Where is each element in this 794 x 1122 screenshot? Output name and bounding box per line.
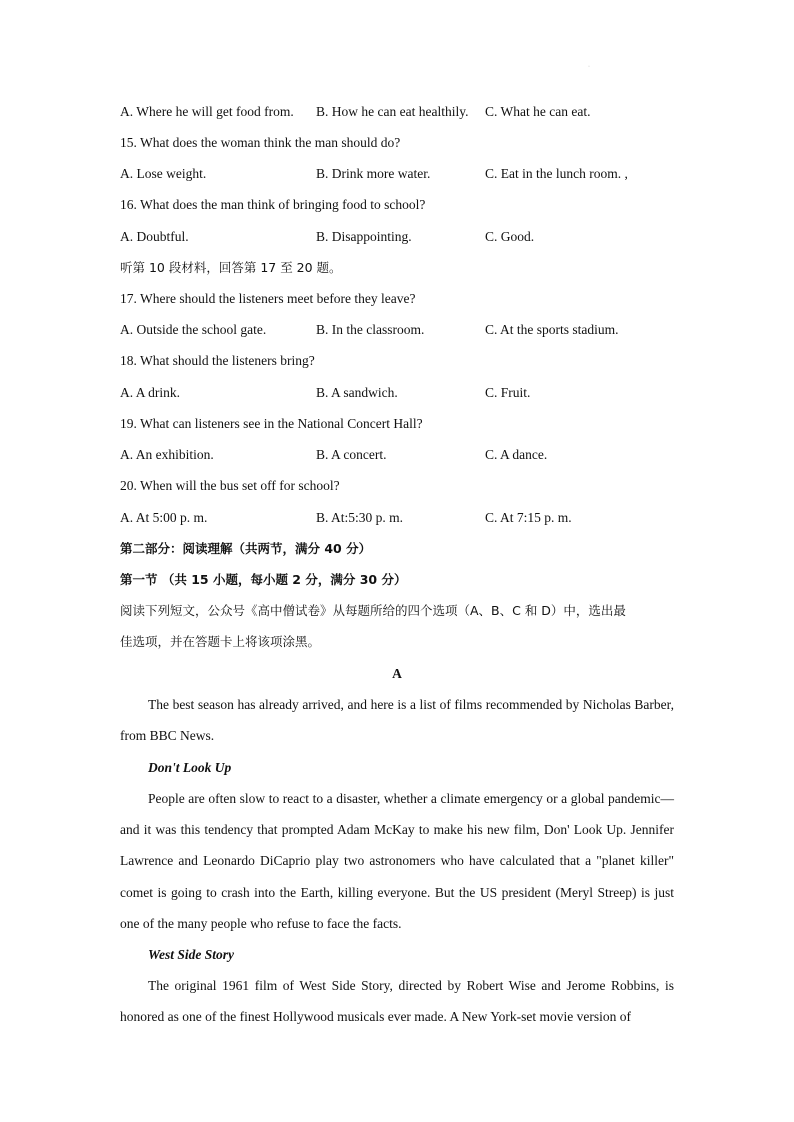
q15-stem: 15. What does the woman think the man should do? xyxy=(120,135,401,150)
passage-intro: The best season has already arrived, and here is a list of films recommended by Nicholas Barber, from BBC News. xyxy=(120,697,674,744)
q17-option-b: B. In the classroom. xyxy=(316,322,425,337)
passage-label: A xyxy=(392,666,402,681)
section1-heading: 第一节 （共 15 小题，每小题 2 分，满分 30 分） xyxy=(120,572,407,587)
q19-option-b: B. A concert. xyxy=(316,447,387,462)
q20-stem: 20. When will the bus set off for school? xyxy=(120,478,340,493)
q18-option-b: B. A sandwich. xyxy=(316,385,398,400)
film2-title: West Side Story xyxy=(148,947,235,962)
q17-option-a: A. Outside the school gate. xyxy=(120,322,267,337)
reading-instruction-line1: 阅读下列短文，公众号《高中僧试卷》从每题所给的四个选项（A、B、C 和 D）中，选出最 xyxy=(120,603,626,618)
header-mark: · xyxy=(588,64,590,70)
q19-option-a: A. An exhibition. xyxy=(120,447,214,462)
q15-option-b: B. Drink more water. xyxy=(316,166,431,181)
q17-option-c: C. At the sports stadium. xyxy=(485,322,619,337)
q14-option-c: C. What he can eat. xyxy=(485,104,591,119)
q19-stem: 19. What can listeners see in the National Concert Hall? xyxy=(120,416,423,431)
q15-option-c: C. Eat in the lunch room. , xyxy=(485,166,628,181)
reading-instruction-line2: 佳选项，并在答题卡上将该项涂黑。 xyxy=(120,634,321,649)
q16-option-c: C. Good. xyxy=(485,229,535,244)
q19-option-c: C. A dance. xyxy=(485,447,548,462)
q20-option-b: B. At:5:30 p. m. xyxy=(316,510,404,525)
q20-option-c: C. At 7:15 p. m. xyxy=(485,510,572,525)
q16-option-b: B. Disappointing. xyxy=(316,229,412,244)
q20-option-a: A. At 5:00 p. m. xyxy=(120,510,208,525)
q18-stem: 18. What should the listeners bring? xyxy=(120,353,315,368)
q15-option-a: A. Lose weight. xyxy=(120,166,207,181)
film1-text: People are often slow to react to a disaster, whether a climate emergency or a global pandemic—and it was this tendency that prompted Adam McKay to make his new film, Don' Look Up. Jennifer Lawrence and Leonardo DiCaprio play two astronomers who have calculated that a "planet killer" comet is going to crash into the Earth, killing everyone. But the US president (Meryl Streep) is just one of the many people who refuse to face the facts. xyxy=(120,791,674,931)
q16-option-a: A. Doubtful. xyxy=(120,229,189,244)
q18-option-a: A. A drink. xyxy=(120,385,181,400)
listening-instruction-10: 听第 10 段材料，回答第 17 至 20 题。 xyxy=(120,260,342,275)
q17-stem: 17. Where should the listeners meet before they leave? xyxy=(120,291,416,306)
q14-option-a: A. Where he will get food from. xyxy=(120,104,294,119)
part2-heading: 第二部分：阅读理解（共两节，满分 40 分） xyxy=(120,541,372,556)
film1-title: Don't Look Up xyxy=(148,760,232,775)
film2-text: The original 1961 film of West Side Story, directed by Robert Wise and Jerome Robbins, is honored as one of the finest Hollywood musicals ever made. A New York-set movie version of xyxy=(120,978,674,1025)
q18-option-c: C. Fruit. xyxy=(485,385,531,400)
q16-stem: 16. What does the man think of bringing food to school? xyxy=(120,197,426,212)
q14-option-b: B. How he can eat healthily. xyxy=(316,104,469,119)
